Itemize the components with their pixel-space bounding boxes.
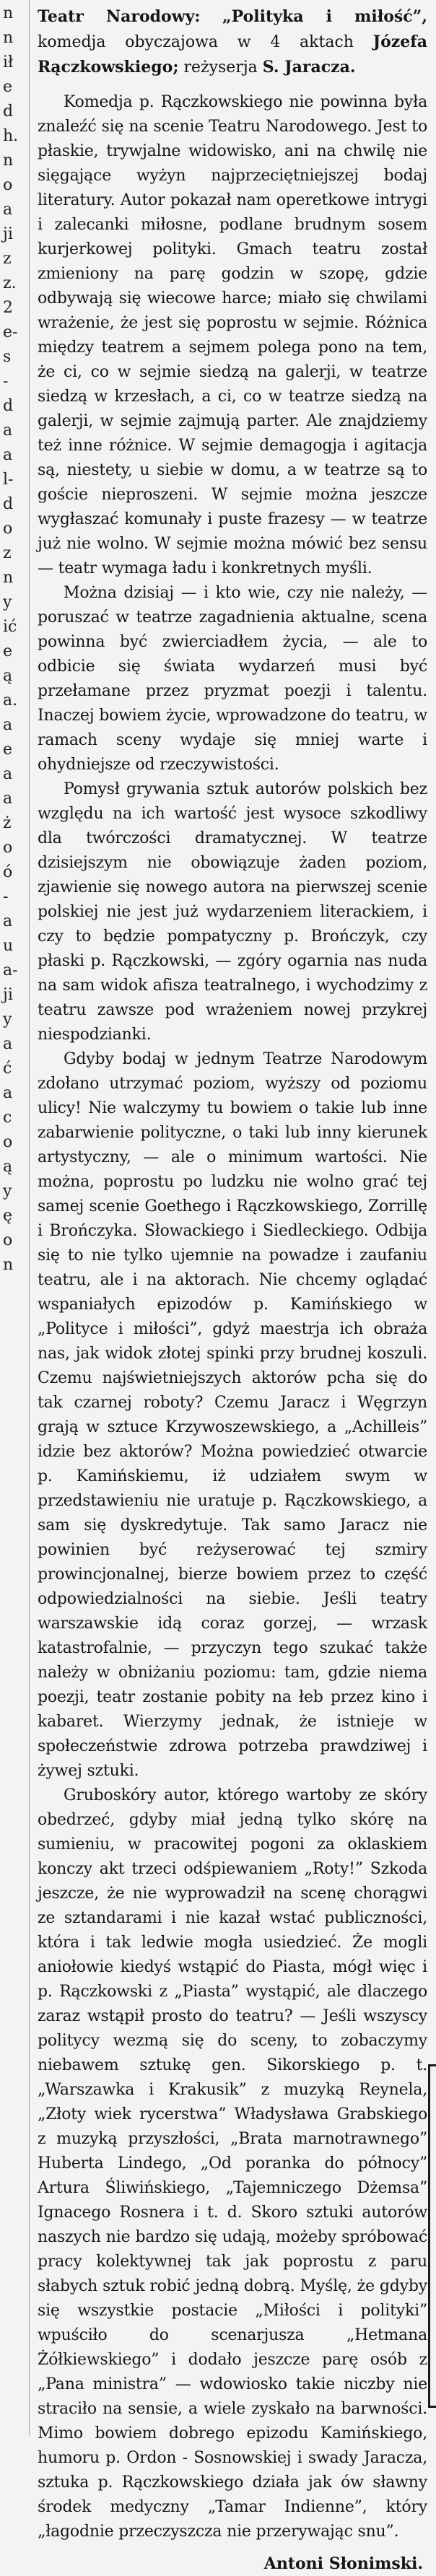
author-signature: Antoni Słonimski.: [263, 2554, 423, 2573]
gutter-fragment: y: [3, 593, 12, 611]
gutter-fragment: ić: [3, 618, 17, 636]
gutter-fragment: ż: [3, 814, 12, 832]
adjacent-frame-border: [428, 2064, 436, 2408]
gutter-fragment: a: [3, 446, 13, 464]
gutter-fragment: ć: [3, 1060, 12, 1078]
theatre-name: Teatr Narodowy:: [38, 7, 201, 26]
gutter-fragment: -: [3, 888, 9, 906]
gutter-fragment: z.: [3, 274, 17, 292]
gutter-fragment: a: [3, 716, 13, 734]
gutter-fragment: z: [3, 544, 12, 562]
gutter-fragment: ił: [3, 53, 14, 71]
gutter-fragment: n: [3, 569, 14, 587]
gutter-fragment: n: [3, 1256, 14, 1274]
gutter-fragment: d: [3, 495, 14, 513]
play-description: komedja obyczajowa w 4 aktach: [38, 33, 354, 51]
review-article: [38, 4, 427, 2576]
gutter-fragment: a: [3, 765, 13, 783]
paragraph-1: Komedja p. Rączkowskiego nie powinna była znaleźć się na scenie Teatru Narodowego. Jest to płaskie, trywjalne widowisko, ani na chwilę nie sięgające wyżyn najprzeciętniejszej bodaj literatury. Autor pokazał nam operetkowe intrygi i zalecanki miłosne, podlane brudnym sosem kurjerkowej polityki. Gmach teatru został zmieniony na parę godzin w szopę, gdzie odbywają się wiecowe harce; miało się chwilami wrażenie, że jest się poprostu w sejmie. Różnica między teatrem a sejmem polega pono na tem, że ci, co w sejmie siedzą na galerji, w teatrze siedzą w krzesłach, a ci, co w teatrze siedzą na galerji, w sejmie zajmują parter. Ale znajdziemy też inne różnice. W sejmie demagogja i agitacja są, niestety, u siebie w domu, a w teatrze są to goście nieproszeni. W sejmie można jeszcze wygłaszać komunały i puste frazesy — w teatrze już nie wolno. W sejmie można mówić bez sensu — teatr wymaga ładu i konkretnych myśli.: [38, 93, 427, 577]
gutter-fragment: ą: [3, 667, 13, 685]
gutter-fragment: a.: [3, 691, 18, 710]
gutter-fragment: e: [3, 78, 13, 96]
gutter-fragment: c: [3, 1109, 12, 1127]
gutter-fragment: ę: [3, 1207, 13, 1225]
gutter-fragment: l-: [3, 471, 14, 489]
play-author: Józefa Rączkowskiego;: [38, 32, 427, 77]
gutter-fragment: z: [3, 250, 12, 268]
paragraph-2: Można dzisiaj — i kto wie, czy nie należy, — poruszać w teatrze zagadnienia aktualne, scena powinna być zwierciadłem życia, — ale to odbicie się świata wydarzeń musi być przełamane przez pryzmat poezji i talentu. Inaczej bowiem życie, wprowadzone do teatru, w ramach sceny wydaje się mniej warte i ohydniejsze od rzeczywistości.: [38, 584, 427, 774]
gutter-fragment: ji: [3, 225, 13, 243]
gutter-fragment: d: [3, 102, 14, 121]
paragraph-5: Gruboskóry autor, którego wartoby ze skóry obedrzeć, gdyby miał jedną tylko skórę na sumieniu, w pracowitej pogoni za oklaskiem konczy akt trzeci odśpiewaniem „Roty!” Szkoda jeszcze, że nie wyprowadził na scenę chorągwi ze sztandarami i nie kazał wstać publiczności, która i tak ledwie mogła usiedzieć. Że mogli aniołowie kiedyś wstąpić do Piasta, mógł więc i p. Rączkowski z „Piasta” wystąpić, ale dlaczego zaraz wstąpił prosto do teatru? — Jeśli wszyscy politycy wezmą się do sceny, to zobaczymy niebawem sztukę gen. Sikorskiego p. t. „Warszawka i Krakusik” z muzyką Reynela, „Złoty wiek rycerstwa” Władysława Grabskiego z muzyką przyszłości, „Brata marnotrawnego” Huberta Lindego, „Od poranka do północy” Artura Śliwińskiego, „Tajemniczego Dżemsa” Ignacego Rosnera i t. d. Skoro sztuki autorów naszych nie bardzo się udają, możeby spróbować pracy kolektywnej tak jak poprostu z paru słabych sztuk robić jedną dobrą. Myślę, że gdyby się wszystkie postacie „Miłości i polityki” wpuściło do scenarjusza „Hetmana Żółkiewskiego” i dodało jeszcze parę osób z „Pana ministra” — wdowiosko takie niczby nie straciło na sensie, a wiele zyskało na barwności. Mimo bowiem dobrego epizodu Kamińskiego, humoru p. Ordon - Sosnowskiej i swady Jaracza, sztuka p. Rączkowskiego działa jak ów sławny środek medyczny „Tamar Indienne”, który „łagodnie przeczyszcza nie przerywając snu”.: [38, 1786, 427, 2541]
gutter-fragment: y: [3, 1010, 12, 1029]
gutter-fragment: a: [3, 790, 13, 808]
gutter-fragment: o: [3, 839, 13, 857]
gutter-fragment: s: [3, 348, 12, 366]
paragraph-3: Pomysł grywania sztuk autorów polskich bez względu na ich wartość jest wysoce szkodliwy dla twórczości dramatycznej. W teatrze dzisiejszym nie obowiązuje żaden poziom, zjawienie się nowego autora na pierwszej scenie polskiej nie jest już wydarzeniem literackiem, i czy to będzie pompatyczny p. Brończyk, czy płaski p. Rączkowski, — zgóry ogarnia nas nuda na sam widok afisza teatralnego, i wychodzimy z teatru zawsze pod wrażeniem nowej przykrej niespodzianki.: [38, 780, 427, 1044]
gutter-fragment: d: [3, 397, 14, 415]
gutter-fragment: o: [3, 1231, 13, 1249]
gutter-fragment: 2: [3, 299, 13, 317]
gutter-fragment: o: [3, 520, 13, 538]
director-label: reżyserja: [183, 58, 258, 77]
gutter-fragment: a: [3, 201, 13, 219]
gutter-fragment: e: [3, 642, 13, 660]
gutter-fragment: e: [3, 741, 13, 759]
director-name: S. Jaracza.: [262, 58, 356, 77]
play-title: „Polityka i miłość”,: [222, 7, 427, 26]
gutter-fragment: a: [3, 1084, 13, 1102]
gutter-fragment: n: [3, 29, 14, 47]
adjacent-column-fragments: [0, 0, 26, 2437]
gutter-fragment: ji: [3, 986, 13, 1004]
gutter-fragment: ą: [3, 1158, 13, 1176]
paragraph-4: Gdyby bodaj w jednym Teatrze Narodowym zdołano utrzymać poziom, wyższy od poziomu ulicy! Nie walczymy tu bowiem o takie lub inne zabarwienie polityczne, o taki lub inny kierunek artystyczny, — ale o minimum wartości. Nie można, poprostu po ludzku nie wolno grać tej samej scenie Goethego i Rączkowskiego, Zorrillę i Brończyka. Słowackiego i Siedleckiego. Odbija się to nie tylko ujemnie na powadze i zaufaniu teatru, ale i na aktorach. Nie chcemy oglądać wspaniałych epizodów p. Kamińskiego w „Polityce i miłości”, gdyż maestrja ich obraża nas, jak widok złotej spinki przy brudnej koszuli. Czemu najświetniejszych aktorów pcha się do tak czarnej roboty? Czemu Jaracz i Węgrzyn grają w sztuce Krzywoszewskiego, a „Achilleis” idzie bez aktorów? Można powiedzieć otwarcie p. Kamińskiemu, iż udziałem swym w przedstawieniu nie uratuje p. Rączkowskiego, a sam się dyskredytuje. Tak samo Jaracz nie powinien być reżyserować tej szmiry prowincjonalnej, bierze bowiem przez to część odpowiedzialności na siebie. Jeśli teatry warszawskie idą coraz gorzej, — wrzask katastrofalnie, — przyczyn tego szukać także należy w obniżaniu poziomu: tam, gdzie niema poezji, teatr zostanie pobity na łeb przez kino i kabaret. Wierzymy jednak, że istnieje w społeczeństwie zdrowa potrzeba prawdziwej i żywej sztuki.: [38, 1050, 427, 1780]
gutter-fragment: o: [3, 176, 13, 194]
gutter-fragment: y: [3, 1182, 12, 1200]
gutter-fragment: a: [3, 422, 13, 440]
gutter-fragment: -: [3, 372, 9, 390]
gutter-fragment: ó: [3, 863, 13, 881]
gutter-fragment: e-: [3, 323, 18, 341]
column-rule: [29, 0, 30, 2435]
gutter-fragment: h.: [3, 127, 19, 145]
gutter-fragment: a: [3, 1035, 13, 1053]
article-heading: [38, 4, 427, 80]
gutter-fragment: a-: [3, 961, 18, 979]
gutter-fragment: n: [3, 152, 14, 170]
gutter-fragment: a: [3, 912, 13, 930]
gutter-fragment: o: [3, 1133, 13, 1151]
gutter-fragment: u: [3, 937, 14, 955]
gutter-fragment: n: [3, 4, 14, 22]
